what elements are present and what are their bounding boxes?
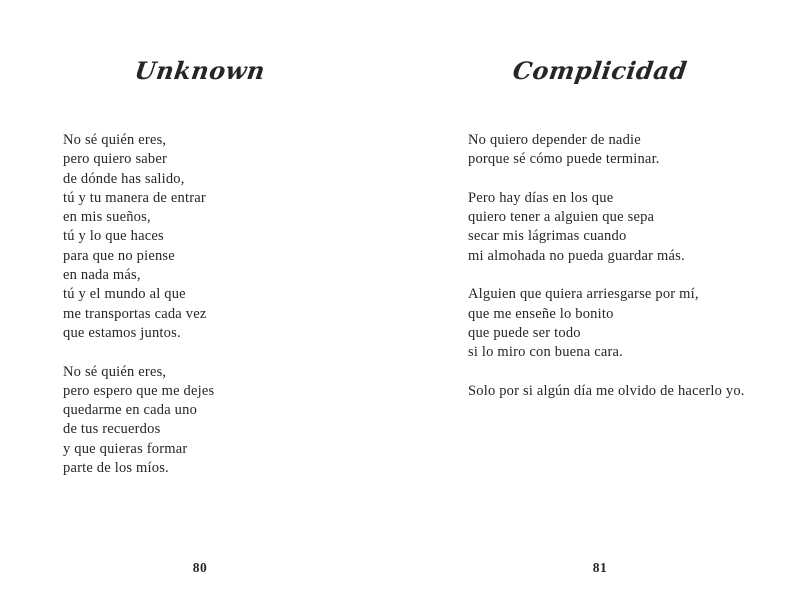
poem-line: que estamos juntos. <box>63 324 181 341</box>
poem-line: de tus recuerdos <box>63 421 161 438</box>
poem-line: tú y lo que haces <box>63 228 164 245</box>
poem-line: que puede ser todo <box>468 324 581 341</box>
poem-line: pero espero que me dejes <box>63 382 215 399</box>
poem-line: No sé quién eres, <box>63 132 167 148</box>
poem-line: porque sé cómo puede terminar. <box>468 151 660 168</box>
poem-line: de dónde has salido, <box>63 170 185 187</box>
stanza <box>468 382 745 401</box>
poem-line: secar mis lágrimas cuando <box>468 228 627 245</box>
poem-body-left <box>63 131 214 478</box>
poem-line: Solo por si algún día me olvido de hacerlo yo. <box>468 382 745 399</box>
stanza <box>468 285 745 362</box>
poem-line: quedarme en cada uno <box>63 402 198 419</box>
poem-line: No quiero depender de nadie <box>468 132 641 148</box>
poem-body-right <box>468 131 745 401</box>
page-number-left: 80 <box>192 560 208 575</box>
poem-line: Pero hay días en los que <box>468 189 614 206</box>
poem-line: parte de los míos. <box>63 460 169 477</box>
poem-line: quiero tener a alguien que sepa <box>468 209 655 226</box>
page-number-right: 81 <box>592 560 608 575</box>
poem-line: si lo miro con buena cara. <box>468 344 623 361</box>
poem-line: mi almohada no pueda guardar más. <box>468 247 685 264</box>
poem-line: Alguien que quiera arriesgarse por mí, <box>468 286 699 303</box>
poem-line: tú y el mundo al que <box>63 286 186 303</box>
poem-line: No sé quién eres, <box>63 363 167 380</box>
page-right <box>400 0 800 609</box>
poem-line: pero quiero saber <box>63 151 168 168</box>
poem-line: en nada más, <box>63 267 141 284</box>
stanza <box>468 189 745 266</box>
poem-line: en mis sueños, <box>63 209 151 226</box>
poem-line: tú y tu manera de entrar <box>63 189 206 206</box>
poem-line: que me enseñe lo bonito <box>468 305 614 322</box>
stanza <box>63 363 214 479</box>
poem-line: y que quieras formar <box>63 440 188 457</box>
poem-line: me transportas cada vez <box>63 305 207 322</box>
stanza <box>468 131 745 170</box>
stanza <box>63 131 214 343</box>
poem-line: para que no piense <box>63 247 175 264</box>
poem-title-right: Complicidad <box>511 56 689 85</box>
poem-title-left: Unknown <box>132 56 268 85</box>
